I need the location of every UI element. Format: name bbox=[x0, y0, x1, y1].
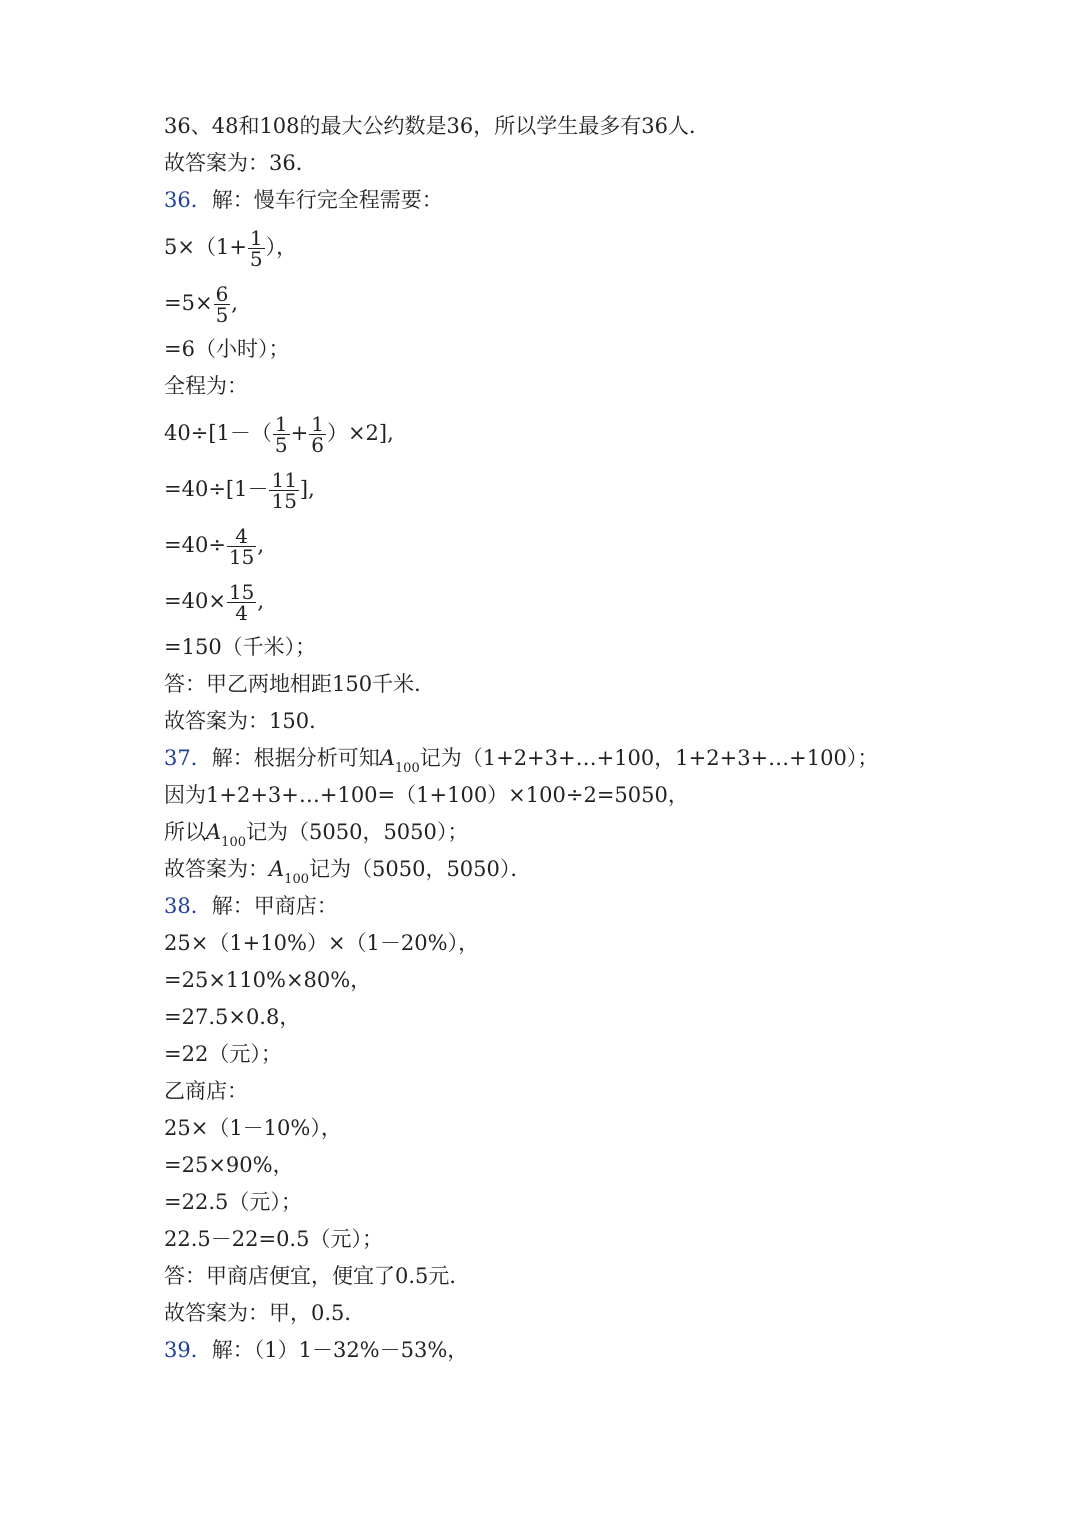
line-36-expr-3 bbox=[164, 414, 394, 455]
expr-text: 解：甲商店： bbox=[211, 894, 338, 918]
denominator: 6 bbox=[311, 433, 324, 457]
expr-text: 5×（1+ bbox=[164, 235, 247, 259]
fraction bbox=[309, 414, 326, 455]
numerator: 6 bbox=[215, 282, 229, 306]
expr-text: =40÷ bbox=[164, 533, 226, 557]
variable-a: A bbox=[269, 857, 285, 881]
denominator: 5 bbox=[215, 303, 229, 327]
line-37-header bbox=[164, 745, 878, 775]
expr-text: 所以 bbox=[164, 820, 206, 844]
line-gcd-statement: 36、48和108的最大公约数是36，所以学生最多有36人． bbox=[164, 114, 710, 138]
line-36-intro: 解：慢车行完全程需要： bbox=[211, 188, 443, 212]
line-38-shop-b: 乙商店： bbox=[164, 1079, 248, 1103]
denominator: 4 bbox=[235, 601, 249, 625]
expr-text: 记为（5050，5050）； bbox=[246, 820, 469, 844]
numerator: 1 bbox=[274, 412, 288, 436]
denominator: 5 bbox=[274, 433, 288, 457]
line-36-expr-5 bbox=[164, 526, 264, 567]
expr-text: 记为（5050，5050）． bbox=[309, 857, 532, 881]
line-38-expr-6: =25×90%， bbox=[164, 1153, 294, 1177]
line-36-result-hours: =6（小时）； bbox=[164, 337, 290, 361]
expr-text: =40× bbox=[164, 589, 226, 613]
line-answer-38: 故答案为：甲，0.5． bbox=[164, 1301, 366, 1325]
line-38-expr-8: 22.5－22=0.5（元）； bbox=[164, 1227, 383, 1251]
numerator: 1 bbox=[249, 226, 263, 250]
question-number-39: 39． bbox=[164, 1338, 212, 1362]
expr-text: , bbox=[231, 291, 238, 315]
fraction bbox=[227, 526, 256, 567]
line-answer-35: 故答案为：36． bbox=[164, 151, 317, 175]
fraction bbox=[214, 284, 231, 325]
numerator: 11 bbox=[271, 468, 297, 492]
numerator: 1 bbox=[311, 412, 324, 436]
question-number-38: 38． bbox=[164, 894, 212, 918]
expr-text: =5× bbox=[164, 291, 213, 315]
line-38-expr-2: =25×110%×80%， bbox=[164, 968, 372, 992]
expr-text: , bbox=[257, 589, 265, 613]
line-36-expr-6 bbox=[164, 582, 264, 623]
line-36-reply: 答：甲乙两地相距150千米． bbox=[164, 672, 436, 696]
denominator: 15 bbox=[271, 489, 297, 513]
line-36-header bbox=[164, 187, 443, 213]
line-answer-37 bbox=[164, 856, 531, 886]
line-36-result-km: =150（千米）； bbox=[164, 635, 317, 659]
fraction bbox=[269, 470, 298, 511]
line-38-expr-5: 25×（1－10%）， bbox=[164, 1116, 342, 1140]
denominator: 5 bbox=[249, 247, 263, 271]
expr-text: 解：（1）1－32%－53%， bbox=[211, 1338, 469, 1362]
numerator: 4 bbox=[227, 526, 256, 547]
line-38-expr-3: =27.5×0.8， bbox=[164, 1005, 301, 1029]
line-36-expr-2 bbox=[164, 284, 238, 325]
question-number-36: 36． bbox=[164, 188, 212, 212]
line-37-therefore bbox=[164, 819, 468, 849]
expr-text: ], bbox=[299, 477, 315, 501]
subscript: 100 bbox=[394, 761, 420, 776]
expr-text: , bbox=[257, 533, 265, 557]
line-38-reply: 答：甲商店便宜，便宜了0.5元． bbox=[164, 1264, 471, 1288]
expr-text: ）×2], bbox=[326, 421, 394, 445]
line-38-expr-7: =22.5（元）； bbox=[164, 1190, 302, 1214]
variable-a: A bbox=[206, 820, 222, 844]
line-36-expr-1 bbox=[164, 228, 297, 269]
line-36-total-label: 全程为： bbox=[164, 374, 248, 398]
line-38-header bbox=[164, 893, 338, 919]
expr-text: 40÷[1－（ bbox=[164, 421, 272, 445]
subscript: 100 bbox=[221, 835, 246, 850]
line-38-expr-1: 25×（1+10%）×（1－20%）， bbox=[164, 931, 480, 955]
line-39-header bbox=[164, 1337, 468, 1363]
expr-text: 解：根据分析可知 bbox=[211, 746, 380, 770]
fraction bbox=[248, 228, 265, 269]
line-36-expr-4 bbox=[164, 470, 315, 511]
expr-text: 记为（1+2+3+…+100，1+2+3+…+100）； bbox=[419, 746, 879, 770]
fraction bbox=[227, 582, 256, 623]
expr-text: + bbox=[290, 421, 309, 445]
subscript: 100 bbox=[284, 872, 309, 887]
line-37-sum: 因为1+2+3+…+100=（1+100）×100÷2=5050， bbox=[164, 783, 689, 807]
expr-text: ）， bbox=[265, 235, 298, 259]
fraction bbox=[273, 414, 290, 455]
variable-a: A bbox=[379, 746, 395, 770]
question-number-37: 37． bbox=[164, 746, 212, 770]
expr-text: 故答案为： bbox=[164, 857, 269, 881]
expr-text: =40÷[1－ bbox=[164, 477, 269, 501]
denominator: 15 bbox=[228, 545, 255, 569]
line-38-expr-4: =22（元）； bbox=[164, 1042, 282, 1066]
numerator: 15 bbox=[228, 580, 255, 604]
line-answer-36: 故答案为：150． bbox=[164, 709, 331, 733]
